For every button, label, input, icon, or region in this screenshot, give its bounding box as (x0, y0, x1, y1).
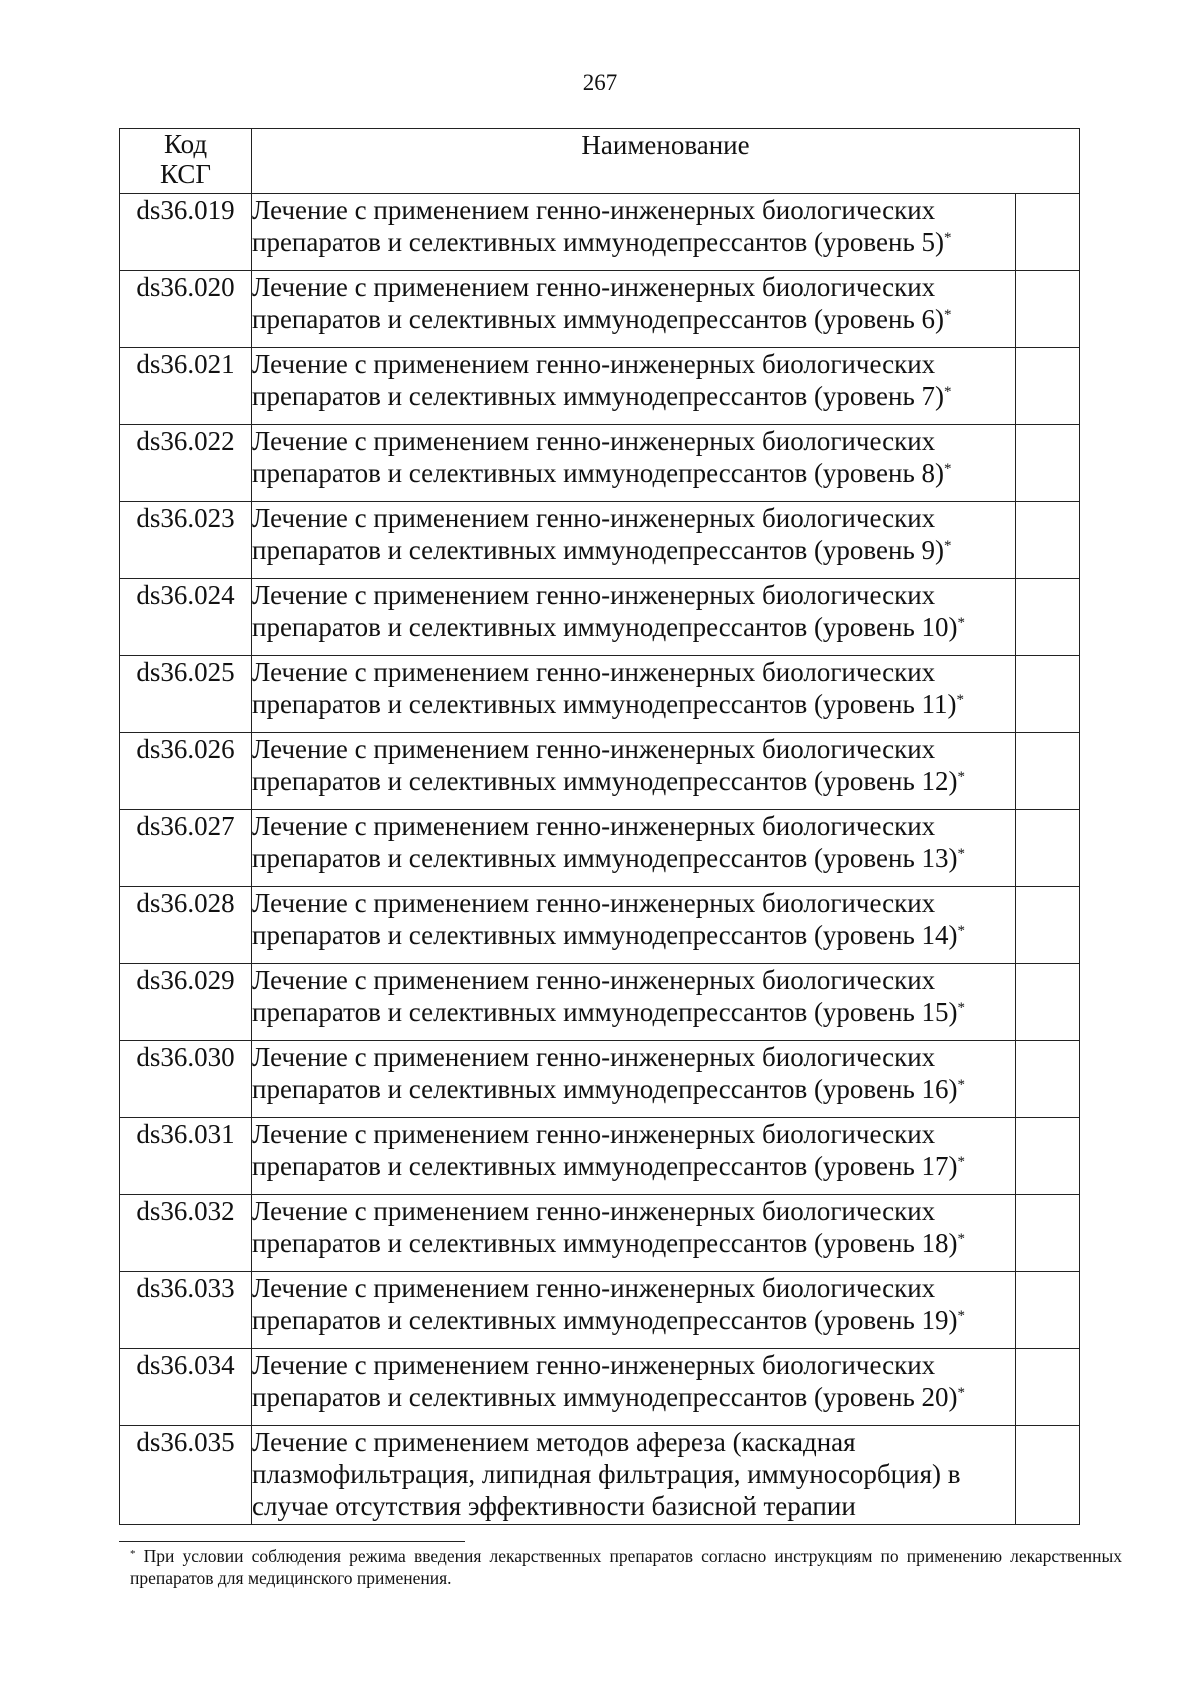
row-empty-cell (1016, 579, 1080, 656)
row-name: Лечение с применением генно-инженерных биологических препаратов и селективных иммунодепрессантов (уровень 8) (252, 426, 945, 488)
table-header-row (120, 129, 1080, 194)
row-empty-cell (1016, 964, 1080, 1041)
table-row (120, 1426, 1080, 1525)
table-row (120, 1349, 1080, 1426)
row-name: Лечение с применением генно-инженерных биологических препаратов и селективных иммунодепрессантов (уровень 13) (252, 811, 958, 873)
footnote-reference-mark: * (957, 1077, 966, 1093)
table-row (120, 887, 1080, 964)
row-name: Лечение с применением генно-инженерных биологических препаратов и селективных иммунодепрессантов (уровень 15) (252, 965, 958, 1027)
row-name-cell (252, 1349, 1016, 1426)
header-code-line1: Код (163, 129, 208, 159)
table-row (120, 271, 1080, 348)
row-name: Лечение с применением генно-инженерных биологических препаратов и селективных иммунодепрессантов (уровень 11) (252, 657, 957, 719)
footnote-reference-mark: * (957, 923, 966, 939)
row-name: Лечение с применением генно-инженерных биологических препаратов и селективных иммунодепрессантов (уровень 20) (252, 1350, 958, 1412)
footnote-reference-mark: * (957, 615, 966, 631)
table-row (120, 810, 1080, 887)
footnote-text: При условии соблюдения режима введения лекарственных препаратов согласно инструкциям по применению лекарственных препаратов для медицинского применения. (130, 1546, 1123, 1588)
footnote-reference-mark: * (957, 1000, 966, 1016)
row-empty-cell (1016, 1426, 1080, 1525)
row-code: ds36.035 (120, 1426, 252, 1525)
row-name-cell (252, 1272, 1016, 1349)
row-name: Лечение с применением генно-инженерных биологических препаратов и селективных иммунодепрессантов (уровень 18) (252, 1196, 958, 1258)
table-row (120, 733, 1080, 810)
table-row (120, 656, 1080, 733)
footnote-reference-mark: * (944, 230, 952, 246)
table-row (120, 964, 1080, 1041)
row-code: ds36.027 (120, 810, 252, 887)
row-name-cell (252, 733, 1016, 810)
header-code-line2: КСГ (160, 159, 211, 189)
row-empty-cell (1016, 733, 1080, 810)
row-name-cell (252, 1426, 1016, 1525)
row-empty-cell (1016, 810, 1080, 887)
row-name-cell (252, 1118, 1016, 1195)
row-name-cell (252, 1041, 1016, 1118)
row-code: ds36.021 (120, 348, 252, 425)
page-number: 267 (582, 70, 618, 95)
row-name: Лечение с применением генно-инженерных биологических препаратов и селективных иммунодепрессантов (уровень 6) (252, 272, 945, 334)
footnote-reference-mark: * (944, 384, 952, 400)
row-code: ds36.030 (120, 1041, 252, 1118)
footnote-reference-mark: * (957, 846, 966, 862)
row-empty-cell (1016, 425, 1080, 502)
row-name: Лечение с применением генно-инженерных биологических препаратов и селективных иммунодепрессантов (уровень 17) (252, 1119, 958, 1181)
row-name-cell (252, 887, 1016, 964)
row-name: Лечение с применением генно-инженерных биологических препаратов и селективных иммунодепрессантов (уровень 10) (252, 580, 958, 642)
footnote-divider (119, 1541, 465, 1542)
table-row (120, 1195, 1080, 1272)
footnote-reference-mark: * (944, 461, 952, 477)
footnote-reference-mark: * (956, 692, 965, 708)
row-name-cell (252, 502, 1016, 579)
table-row (120, 1118, 1080, 1195)
footnote-mark: * (130, 1548, 136, 1560)
header-name: Наименование (252, 129, 1080, 194)
footnote-reference-mark: * (944, 538, 952, 554)
row-code: ds36.024 (120, 579, 252, 656)
ksg-table (119, 128, 1080, 1525)
row-code: ds36.025 (120, 656, 252, 733)
row-name: Лечение с применением генно-инженерных биологических препаратов и селективных иммунодепрессантов (уровень 9) (252, 503, 945, 565)
table-row (120, 502, 1080, 579)
row-name: Лечение с применением генно-инженерных биологических препаратов и селективных иммунодепрессантов (уровень 16) (252, 1042, 958, 1104)
row-code: ds36.019 (120, 194, 252, 271)
footnote-reference-mark: * (957, 1385, 966, 1401)
row-name-cell (252, 348, 1016, 425)
footnote-reference-mark: * (957, 1154, 966, 1170)
row-name-cell (252, 656, 1016, 733)
footnote-reference-mark: * (957, 769, 966, 785)
table-row (120, 425, 1080, 502)
row-name-cell (252, 579, 1016, 656)
row-empty-cell (1016, 1272, 1080, 1349)
row-name: Лечение с применением генно-инженерных биологических препаратов и селективных иммунодепрессантов (уровень 12) (252, 734, 958, 796)
table-row (120, 579, 1080, 656)
row-empty-cell (1016, 1349, 1080, 1426)
row-name: Лечение с применением генно-инженерных биологических препаратов и селективных иммунодепрессантов (уровень 14) (252, 888, 958, 950)
row-code: ds36.026 (120, 733, 252, 810)
row-empty-cell (1016, 1195, 1080, 1272)
row-name: Лечение с применением методов афереза (каскадная плазмофильтрация, липидная фильтрация, иммуносорбция) в случае отсутствия эффективности базисной терапии (252, 1427, 961, 1521)
row-name-cell (252, 810, 1016, 887)
footnote-reference-mark: * (957, 1308, 966, 1324)
row-empty-cell (1016, 1041, 1080, 1118)
row-name: Лечение с применением генно-инженерных биологических препаратов и селективных иммунодепрессантов (уровень 7) (252, 349, 945, 411)
row-name: Лечение с применением генно-инженерных биологических препаратов и селективных иммунодепрессантов (уровень 19) (252, 1273, 958, 1335)
row-code: ds36.020 (120, 271, 252, 348)
footnote-reference-mark: * (957, 1231, 966, 1247)
row-name: Лечение с применением генно-инженерных биологических препаратов и селективных иммунодепрессантов (уровень 5) (252, 195, 945, 257)
row-name-cell (252, 425, 1016, 502)
footnote (130, 1545, 1122, 1589)
row-name-cell (252, 271, 1016, 348)
row-name-cell (252, 964, 1016, 1041)
table-row (120, 1272, 1080, 1349)
row-empty-cell (1016, 1118, 1080, 1195)
row-code: ds36.022 (120, 425, 252, 502)
row-empty-cell (1016, 348, 1080, 425)
row-empty-cell (1016, 887, 1080, 964)
row-empty-cell (1016, 502, 1080, 579)
row-name-cell (252, 1195, 1016, 1272)
row-code: ds36.031 (120, 1118, 252, 1195)
table-row (120, 194, 1080, 271)
row-empty-cell (1016, 656, 1080, 733)
row-code: ds36.028 (120, 887, 252, 964)
row-code: ds36.032 (120, 1195, 252, 1272)
row-code: ds36.029 (120, 964, 252, 1041)
footnote-reference-mark: * (944, 307, 952, 323)
row-empty-cell (1016, 271, 1080, 348)
row-code: ds36.023 (120, 502, 252, 579)
header-code (120, 129, 252, 194)
row-code: ds36.034 (120, 1349, 252, 1426)
row-empty-cell (1016, 194, 1080, 271)
table-row (120, 1041, 1080, 1118)
row-name-cell (252, 194, 1016, 271)
table-row (120, 348, 1080, 425)
row-code: ds36.033 (120, 1272, 252, 1349)
